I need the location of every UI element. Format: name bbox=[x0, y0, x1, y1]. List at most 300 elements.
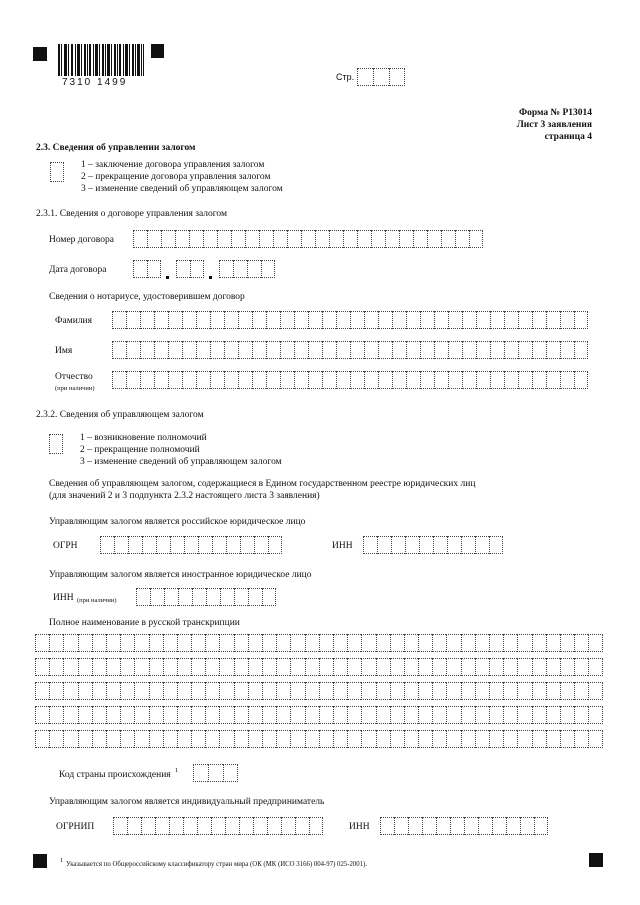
input-cell[interactable] bbox=[503, 730, 517, 748]
input-cell[interactable] bbox=[49, 682, 63, 700]
input-cell[interactable] bbox=[546, 658, 560, 676]
input-cell[interactable] bbox=[305, 634, 319, 652]
input-cell[interactable] bbox=[120, 706, 134, 724]
input-cell[interactable] bbox=[446, 682, 460, 700]
input-cell[interactable] bbox=[205, 658, 219, 676]
input-cell[interactable] bbox=[390, 730, 404, 748]
country-code-field[interactable] bbox=[193, 764, 238, 782]
input-cell[interactable] bbox=[489, 682, 503, 700]
input-cell[interactable] bbox=[287, 230, 301, 248]
input-cell[interactable] bbox=[240, 536, 254, 554]
input-cell[interactable] bbox=[432, 730, 446, 748]
input-cell[interactable] bbox=[63, 730, 77, 748]
input-cell[interactable] bbox=[168, 371, 182, 389]
input-cell[interactable] bbox=[448, 311, 462, 329]
input-cell[interactable] bbox=[534, 817, 548, 835]
input-cell[interactable] bbox=[253, 817, 267, 835]
input-cell[interactable] bbox=[196, 311, 210, 329]
input-cell[interactable] bbox=[294, 341, 308, 359]
input-cell[interactable] bbox=[520, 817, 534, 835]
input-cell[interactable] bbox=[518, 341, 532, 359]
input-cell[interactable] bbox=[469, 230, 483, 248]
input-cell[interactable] bbox=[546, 371, 560, 389]
input-cell[interactable] bbox=[448, 371, 462, 389]
input-cell[interactable] bbox=[266, 311, 280, 329]
input-cell[interactable] bbox=[35, 682, 49, 700]
input-cell[interactable] bbox=[462, 341, 476, 359]
input-cell[interactable] bbox=[574, 371, 588, 389]
input-cell[interactable] bbox=[210, 371, 224, 389]
input-cell[interactable] bbox=[546, 341, 560, 359]
input-cell[interactable] bbox=[560, 634, 574, 652]
input-cell[interactable] bbox=[455, 230, 469, 248]
input-cell[interactable] bbox=[234, 682, 248, 700]
input-cell[interactable] bbox=[361, 706, 375, 724]
input-cell[interactable] bbox=[377, 536, 391, 554]
input-cell[interactable] bbox=[273, 230, 287, 248]
input-cell[interactable] bbox=[231, 230, 245, 248]
input-cell[interactable] bbox=[210, 311, 224, 329]
input-cell[interactable] bbox=[262, 588, 276, 606]
input-cell[interactable] bbox=[418, 634, 432, 652]
input-cell[interactable] bbox=[399, 230, 413, 248]
input-cell[interactable] bbox=[322, 371, 336, 389]
input-cell[interactable] bbox=[49, 730, 63, 748]
input-cell[interactable] bbox=[290, 658, 304, 676]
contract-date-year-field[interactable] bbox=[219, 260, 275, 278]
input-cell[interactable] bbox=[219, 634, 233, 652]
input-cell[interactable] bbox=[156, 536, 170, 554]
input-cell[interactable] bbox=[191, 730, 205, 748]
input-cell[interactable] bbox=[574, 682, 588, 700]
input-cell[interactable] bbox=[489, 536, 503, 554]
input-cell[interactable] bbox=[280, 341, 294, 359]
input-cell[interactable] bbox=[205, 730, 219, 748]
input-cell[interactable] bbox=[175, 230, 189, 248]
input-cell[interactable] bbox=[245, 230, 259, 248]
input-cell[interactable] bbox=[546, 311, 560, 329]
input-cell[interactable] bbox=[177, 706, 191, 724]
input-cell[interactable] bbox=[329, 230, 343, 248]
ip-inn-field[interactable] bbox=[380, 817, 548, 835]
input-cell[interactable] bbox=[446, 730, 460, 748]
input-cell[interactable] bbox=[434, 311, 448, 329]
input-cell[interactable] bbox=[446, 658, 460, 676]
input-cell[interactable] bbox=[155, 817, 169, 835]
ogrnip-field[interactable] bbox=[113, 817, 323, 835]
input-cell[interactable] bbox=[490, 341, 504, 359]
input-cell[interactable] bbox=[252, 311, 266, 329]
patronymic-field[interactable] bbox=[112, 371, 588, 389]
input-cell[interactable] bbox=[219, 706, 233, 724]
input-cell[interactable] bbox=[517, 658, 531, 676]
input-cell[interactable] bbox=[517, 706, 531, 724]
input-cell[interactable] bbox=[588, 658, 602, 676]
input-cell[interactable] bbox=[503, 682, 517, 700]
input-cell[interactable] bbox=[406, 371, 420, 389]
input-cell[interactable] bbox=[114, 536, 128, 554]
input-cell[interactable] bbox=[461, 634, 475, 652]
ogrn-field[interactable] bbox=[100, 536, 282, 554]
input-cell[interactable] bbox=[475, 682, 489, 700]
input-cell[interactable] bbox=[560, 682, 574, 700]
input-cell[interactable] bbox=[322, 311, 336, 329]
input-cell[interactable] bbox=[191, 634, 205, 652]
input-cell[interactable] bbox=[254, 536, 268, 554]
input-cell[interactable] bbox=[49, 658, 63, 676]
input-cell[interactable] bbox=[134, 682, 148, 700]
input-cell[interactable] bbox=[420, 371, 434, 389]
input-cell[interactable] bbox=[518, 371, 532, 389]
input-cell[interactable] bbox=[259, 230, 273, 248]
input-cell[interactable] bbox=[163, 634, 177, 652]
input-cell[interactable] bbox=[63, 658, 77, 676]
input-cell[interactable] bbox=[347, 682, 361, 700]
input-cell[interactable] bbox=[305, 658, 319, 676]
input-cell[interactable] bbox=[238, 311, 252, 329]
input-cell[interactable] bbox=[219, 730, 233, 748]
input-cell[interactable] bbox=[262, 706, 276, 724]
full-name-row[interactable] bbox=[35, 706, 603, 724]
foreign-inn-field[interactable] bbox=[136, 588, 276, 606]
input-cell[interactable] bbox=[234, 706, 248, 724]
input-cell[interactable] bbox=[420, 341, 434, 359]
input-cell[interactable] bbox=[276, 658, 290, 676]
input-cell[interactable] bbox=[427, 230, 441, 248]
input-cell[interactable] bbox=[113, 817, 127, 835]
input-cell[interactable] bbox=[205, 682, 219, 700]
input-cell[interactable] bbox=[134, 634, 148, 652]
input-cell[interactable] bbox=[461, 658, 475, 676]
input-cell[interactable] bbox=[404, 706, 418, 724]
input-cell[interactable] bbox=[196, 371, 210, 389]
input-cell[interactable] bbox=[404, 634, 418, 652]
input-cell[interactable] bbox=[436, 817, 450, 835]
contract-date-day-field[interactable] bbox=[133, 260, 161, 278]
input-cell[interactable] bbox=[376, 706, 390, 724]
input-cell[interactable] bbox=[149, 730, 163, 748]
input-cell[interactable] bbox=[196, 341, 210, 359]
input-cell[interactable] bbox=[560, 706, 574, 724]
input-cell[interactable] bbox=[532, 682, 546, 700]
input-cell[interactable] bbox=[198, 536, 212, 554]
input-cell[interactable] bbox=[206, 588, 220, 606]
input-cell[interactable] bbox=[347, 634, 361, 652]
input-cell[interactable] bbox=[504, 311, 518, 329]
input-cell[interactable] bbox=[461, 706, 475, 724]
input-cell[interactable] bbox=[78, 730, 92, 748]
input-cell[interactable] bbox=[322, 341, 336, 359]
input-cell[interactable] bbox=[290, 682, 304, 700]
input-cell[interactable] bbox=[588, 730, 602, 748]
input-cell[interactable] bbox=[433, 536, 447, 554]
input-cell[interactable] bbox=[447, 536, 461, 554]
input-cell[interactable] bbox=[376, 730, 390, 748]
input-cell[interactable] bbox=[197, 817, 211, 835]
input-cell[interactable] bbox=[63, 634, 77, 652]
input-cell[interactable] bbox=[170, 536, 184, 554]
input-cell[interactable] bbox=[140, 311, 154, 329]
input-cell[interactable] bbox=[78, 682, 92, 700]
input-cell[interactable] bbox=[336, 311, 350, 329]
input-cell[interactable] bbox=[106, 682, 120, 700]
input-cell[interactable] bbox=[490, 371, 504, 389]
input-cell[interactable] bbox=[134, 658, 148, 676]
input-cell[interactable] bbox=[168, 341, 182, 359]
input-cell[interactable] bbox=[191, 706, 205, 724]
name-field[interactable] bbox=[112, 341, 588, 359]
input-cell[interactable] bbox=[390, 634, 404, 652]
input-cell[interactable] bbox=[133, 230, 147, 248]
input-cell[interactable] bbox=[120, 634, 134, 652]
input-cell[interactable] bbox=[532, 311, 546, 329]
input-cell[interactable] bbox=[92, 706, 106, 724]
input-cell[interactable] bbox=[280, 311, 294, 329]
input-cell[interactable] bbox=[276, 634, 290, 652]
input-cell[interactable] bbox=[154, 341, 168, 359]
input-cell[interactable] bbox=[446, 706, 460, 724]
surname-field[interactable] bbox=[112, 311, 588, 329]
input-cell[interactable] bbox=[262, 634, 276, 652]
input-cell[interactable] bbox=[462, 371, 476, 389]
input-cell[interactable] bbox=[432, 634, 446, 652]
input-cell[interactable] bbox=[394, 817, 408, 835]
input-cell[interactable] bbox=[126, 311, 140, 329]
input-cell[interactable] bbox=[168, 311, 182, 329]
input-cell[interactable] bbox=[163, 658, 177, 676]
input-cell[interactable] bbox=[140, 341, 154, 359]
input-cell[interactable] bbox=[266, 341, 280, 359]
input-cell[interactable] bbox=[49, 634, 63, 652]
input-cell[interactable] bbox=[489, 658, 503, 676]
input-cell[interactable] bbox=[361, 730, 375, 748]
input-cell[interactable] bbox=[120, 730, 134, 748]
input-cell[interactable] bbox=[503, 658, 517, 676]
input-cell[interactable] bbox=[418, 658, 432, 676]
input-cell[interactable] bbox=[405, 536, 419, 554]
input-cell[interactable] bbox=[266, 371, 280, 389]
input-cell[interactable] bbox=[248, 730, 262, 748]
input-cell[interactable] bbox=[106, 634, 120, 652]
input-cell[interactable] bbox=[560, 341, 574, 359]
input-cell[interactable] bbox=[574, 341, 588, 359]
input-cell[interactable] bbox=[301, 230, 315, 248]
input-cell[interactable] bbox=[178, 588, 192, 606]
input-cell[interactable] bbox=[518, 311, 532, 329]
input-cell[interactable] bbox=[476, 371, 490, 389]
input-cell[interactable] bbox=[305, 730, 319, 748]
input-cell[interactable] bbox=[392, 311, 406, 329]
input-cell[interactable] bbox=[106, 658, 120, 676]
input-cell[interactable] bbox=[408, 817, 422, 835]
input-cell[interactable] bbox=[217, 230, 231, 248]
input-cell[interactable] bbox=[350, 311, 364, 329]
input-cell[interactable] bbox=[422, 817, 436, 835]
input-cell[interactable] bbox=[333, 682, 347, 700]
full-name-row[interactable] bbox=[35, 682, 603, 700]
input-cell[interactable] bbox=[219, 682, 233, 700]
input-cell[interactable] bbox=[476, 341, 490, 359]
input-cell[interactable] bbox=[252, 341, 266, 359]
input-cell[interactable] bbox=[161, 230, 175, 248]
input-cell[interactable] bbox=[574, 311, 588, 329]
input-cell[interactable] bbox=[182, 371, 196, 389]
input-cell[interactable] bbox=[376, 682, 390, 700]
input-cell[interactable] bbox=[184, 536, 198, 554]
input-cell[interactable] bbox=[418, 682, 432, 700]
input-cell[interactable] bbox=[127, 817, 141, 835]
input-cell[interactable] bbox=[406, 311, 420, 329]
input-cell[interactable] bbox=[78, 706, 92, 724]
full-name-row[interactable] bbox=[35, 730, 603, 748]
input-cell[interactable] bbox=[308, 341, 322, 359]
input-cell[interactable] bbox=[532, 371, 546, 389]
input-cell[interactable] bbox=[92, 730, 106, 748]
full-name-row[interactable] bbox=[35, 658, 603, 676]
input-cell[interactable] bbox=[238, 371, 252, 389]
input-cell[interactable] bbox=[475, 634, 489, 652]
input-cell[interactable] bbox=[224, 311, 238, 329]
input-cell[interactable] bbox=[378, 341, 392, 359]
input-cell[interactable] bbox=[163, 730, 177, 748]
input-cell[interactable] bbox=[475, 536, 489, 554]
input-cell[interactable] bbox=[503, 634, 517, 652]
input-cell[interactable] bbox=[376, 658, 390, 676]
input-cell[interactable] bbox=[120, 682, 134, 700]
input-cell[interactable] bbox=[49, 706, 63, 724]
input-cell[interactable] bbox=[295, 817, 309, 835]
inn-field[interactable] bbox=[363, 536, 503, 554]
input-cell[interactable] bbox=[517, 682, 531, 700]
input-cell[interactable] bbox=[532, 658, 546, 676]
input-cell[interactable] bbox=[546, 706, 560, 724]
input-cell[interactable] bbox=[432, 658, 446, 676]
input-cell[interactable] bbox=[290, 730, 304, 748]
input-cell[interactable] bbox=[418, 730, 432, 748]
section-2-3-choice-cell[interactable] bbox=[50, 162, 64, 182]
contract-number-field[interactable] bbox=[133, 230, 483, 248]
input-cell[interactable] bbox=[163, 682, 177, 700]
input-cell[interactable] bbox=[432, 682, 446, 700]
input-cell[interactable] bbox=[475, 730, 489, 748]
input-cell[interactable] bbox=[294, 371, 308, 389]
input-cell[interactable] bbox=[212, 536, 226, 554]
input-cell[interactable] bbox=[262, 682, 276, 700]
input-cell[interactable] bbox=[177, 682, 191, 700]
input-cell[interactable] bbox=[448, 341, 462, 359]
input-cell[interactable] bbox=[376, 634, 390, 652]
input-cell[interactable] bbox=[546, 682, 560, 700]
input-cell[interactable] bbox=[128, 536, 142, 554]
input-cell[interactable] bbox=[112, 311, 126, 329]
input-cell[interactable] bbox=[404, 658, 418, 676]
input-cell[interactable] bbox=[220, 588, 234, 606]
input-cell[interactable] bbox=[420, 311, 434, 329]
input-cell[interactable] bbox=[560, 658, 574, 676]
input-cell[interactable] bbox=[347, 706, 361, 724]
input-cell[interactable] bbox=[532, 730, 546, 748]
input-cell[interactable] bbox=[475, 658, 489, 676]
input-cell[interactable] bbox=[305, 682, 319, 700]
input-cell[interactable] bbox=[489, 634, 503, 652]
input-cell[interactable] bbox=[169, 817, 183, 835]
input-cell[interactable] bbox=[343, 230, 357, 248]
input-cell[interactable] bbox=[226, 536, 240, 554]
input-cell[interactable] bbox=[92, 634, 106, 652]
input-cell[interactable] bbox=[164, 588, 178, 606]
input-cell[interactable] bbox=[546, 634, 560, 652]
input-cell[interactable] bbox=[347, 658, 361, 676]
input-cell[interactable] bbox=[489, 706, 503, 724]
input-cell[interactable] bbox=[262, 730, 276, 748]
input-cell[interactable] bbox=[560, 311, 574, 329]
input-cell[interactable] bbox=[461, 682, 475, 700]
input-cell[interactable] bbox=[364, 341, 378, 359]
input-cell[interactable] bbox=[120, 658, 134, 676]
input-cell[interactable] bbox=[191, 682, 205, 700]
input-cell[interactable] bbox=[319, 682, 333, 700]
input-cell[interactable] bbox=[126, 341, 140, 359]
input-cell[interactable] bbox=[441, 230, 455, 248]
input-cell[interactable] bbox=[248, 658, 262, 676]
input-cell[interactable] bbox=[462, 311, 476, 329]
input-cell[interactable] bbox=[63, 706, 77, 724]
input-cell[interactable] bbox=[319, 730, 333, 748]
input-cell[interactable] bbox=[350, 371, 364, 389]
input-cell[interactable] bbox=[419, 536, 433, 554]
input-cell[interactable] bbox=[149, 634, 163, 652]
input-cell[interactable] bbox=[588, 706, 602, 724]
input-cell[interactable] bbox=[464, 817, 478, 835]
input-cell[interactable] bbox=[380, 817, 394, 835]
input-cell[interactable] bbox=[281, 817, 295, 835]
input-cell[interactable] bbox=[361, 658, 375, 676]
input-cell[interactable] bbox=[574, 634, 588, 652]
input-cell[interactable] bbox=[390, 706, 404, 724]
input-cell[interactable] bbox=[35, 706, 49, 724]
input-cell[interactable] bbox=[192, 588, 206, 606]
input-cell[interactable] bbox=[203, 230, 217, 248]
input-cell[interactable] bbox=[142, 536, 156, 554]
input-cell[interactable] bbox=[267, 817, 281, 835]
input-cell[interactable] bbox=[406, 341, 420, 359]
full-name-row[interactable] bbox=[35, 634, 603, 652]
input-cell[interactable] bbox=[319, 658, 333, 676]
input-cell[interactable] bbox=[177, 634, 191, 652]
input-cell[interactable] bbox=[126, 371, 140, 389]
input-cell[interactable] bbox=[150, 588, 164, 606]
input-cell[interactable] bbox=[588, 634, 602, 652]
input-cell[interactable] bbox=[35, 730, 49, 748]
input-cell[interactable] bbox=[210, 341, 224, 359]
input-cell[interactable] bbox=[574, 706, 588, 724]
input-cell[interactable] bbox=[588, 682, 602, 700]
input-cell[interactable] bbox=[319, 634, 333, 652]
input-cell[interactable] bbox=[239, 817, 253, 835]
input-cell[interactable] bbox=[504, 371, 518, 389]
input-cell[interactable] bbox=[385, 230, 399, 248]
input-cell[interactable] bbox=[211, 817, 225, 835]
input-cell[interactable] bbox=[63, 682, 77, 700]
input-cell[interactable] bbox=[280, 371, 294, 389]
input-cell[interactable] bbox=[371, 230, 385, 248]
input-cell[interactable] bbox=[149, 682, 163, 700]
input-cell[interactable] bbox=[78, 634, 92, 652]
input-cell[interactable] bbox=[357, 230, 371, 248]
input-cell[interactable] bbox=[35, 658, 49, 676]
input-cell[interactable] bbox=[224, 371, 238, 389]
input-cell[interactable] bbox=[503, 706, 517, 724]
